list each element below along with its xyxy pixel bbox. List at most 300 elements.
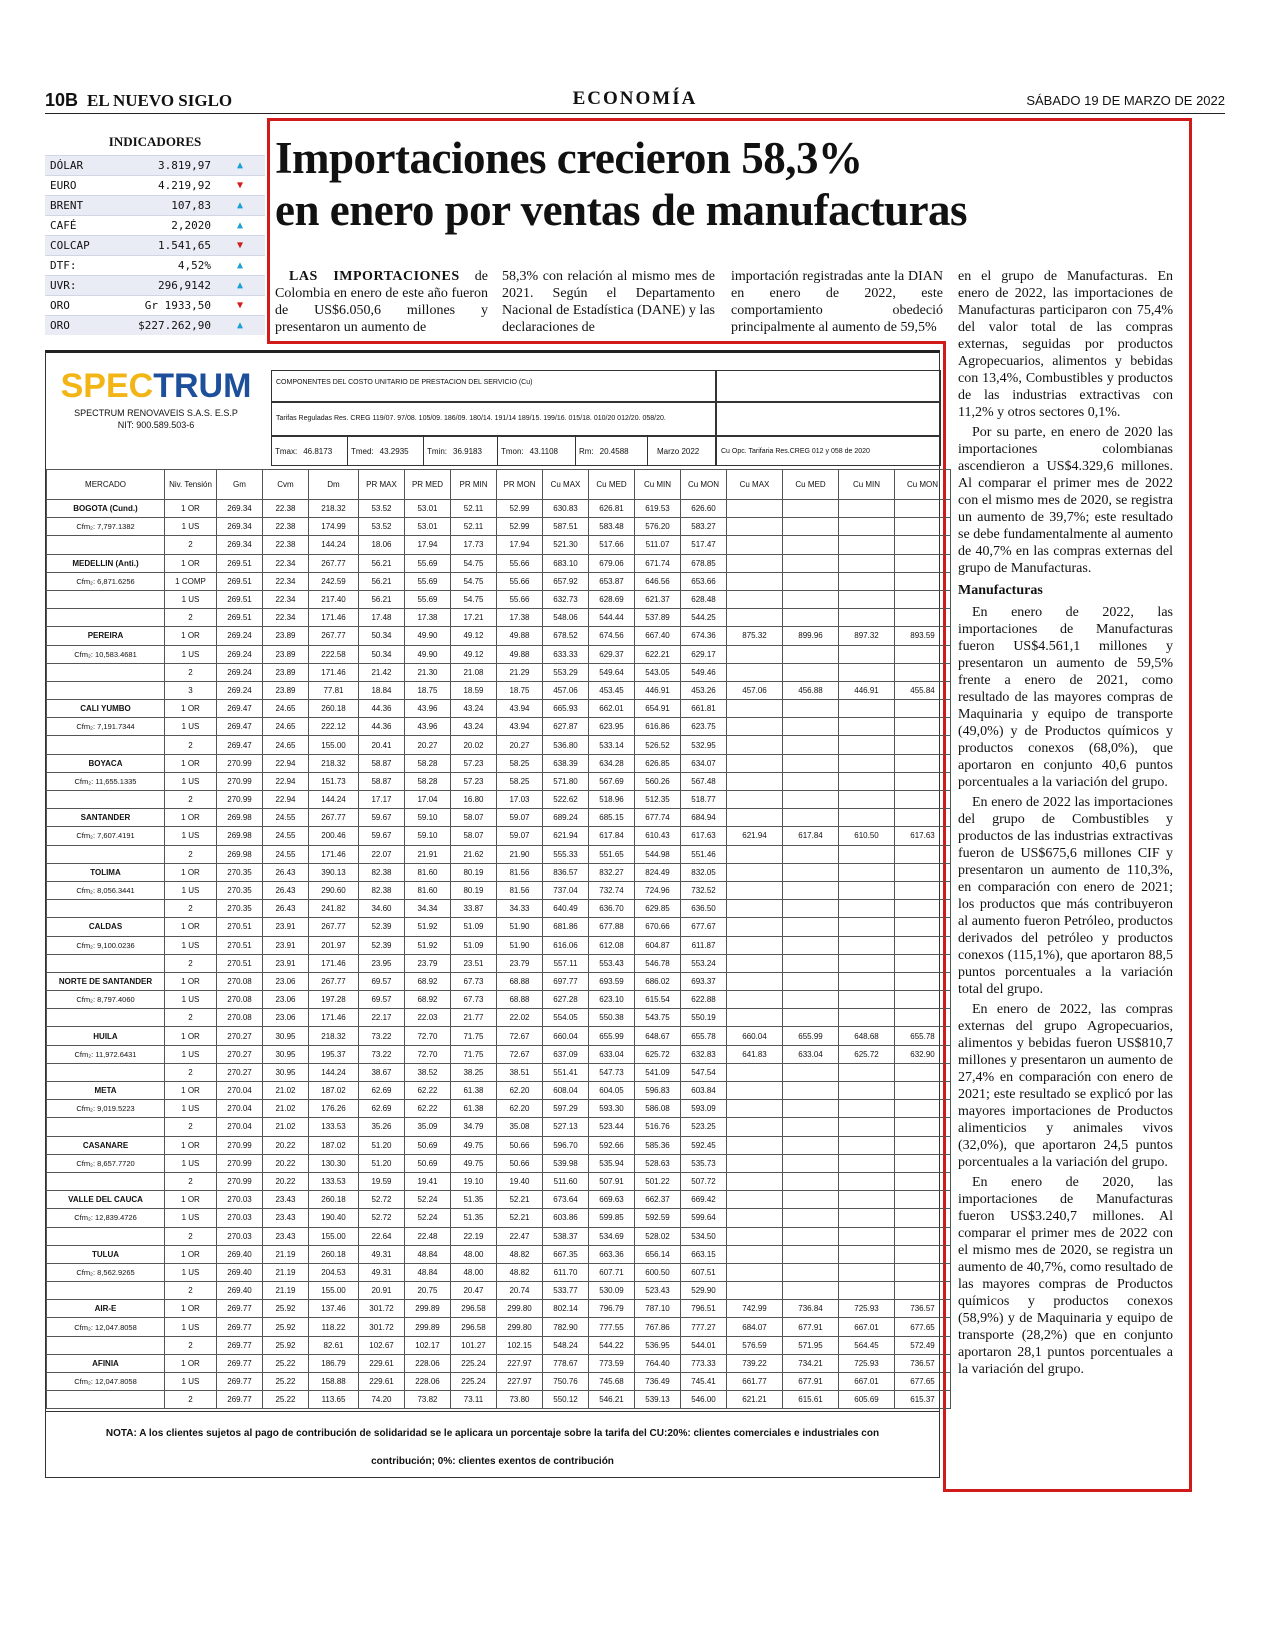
value-cell bbox=[727, 554, 783, 572]
value-cell: 21.90 bbox=[497, 845, 543, 863]
value-cell bbox=[783, 791, 839, 809]
value-cell: 35.08 bbox=[497, 1118, 543, 1136]
table-header-row bbox=[47, 470, 951, 500]
article-column-1 bbox=[275, 268, 488, 339]
value-cell: 528.63 bbox=[635, 1154, 681, 1172]
value-cell: 632.83 bbox=[681, 1045, 727, 1063]
market-cell: HUILA bbox=[47, 1027, 165, 1045]
value-cell: 58.87 bbox=[359, 754, 405, 772]
regulation-label: Tarifas Reguladas Res. CREG 119/07. 97/08. 105/09. 186/09. 180/14. 191/14 189/15. 199/16. 015/18. 010/20 012/20. 058/20. bbox=[271, 402, 716, 436]
value-cell: 1 OR bbox=[165, 1027, 217, 1045]
value-cell: 270.99 bbox=[217, 754, 263, 772]
value-cell: 151.73 bbox=[309, 772, 359, 790]
value-cell: 679.06 bbox=[589, 554, 635, 572]
table-row bbox=[47, 572, 951, 590]
value-cell: 171.46 bbox=[309, 1009, 359, 1027]
value-cell bbox=[895, 1245, 951, 1263]
value-cell: 593.30 bbox=[589, 1100, 635, 1118]
value-cell: 270.99 bbox=[217, 791, 263, 809]
value-cell: 50.66 bbox=[497, 1154, 543, 1172]
value-cell bbox=[895, 1136, 951, 1154]
value-cell: 57.23 bbox=[451, 772, 497, 790]
headline-line-2: en enero por ventas de manufacturas bbox=[275, 185, 968, 235]
value-cell bbox=[727, 590, 783, 608]
market-cell: Cfm₂: 11,655.1335 bbox=[47, 772, 165, 790]
value-cell: 171.46 bbox=[309, 609, 359, 627]
value-cell: 55.69 bbox=[405, 590, 451, 608]
table-row bbox=[47, 1118, 951, 1136]
value-cell bbox=[783, 936, 839, 954]
value-cell: 81.56 bbox=[497, 863, 543, 881]
value-cell: 599.85 bbox=[589, 1209, 635, 1227]
value-cell bbox=[727, 936, 783, 954]
value-cell: 446.91 bbox=[635, 681, 681, 699]
value-cell: 62.20 bbox=[497, 1100, 543, 1118]
value-cell: 19.41 bbox=[405, 1172, 451, 1190]
value-cell: 49.31 bbox=[359, 1263, 405, 1281]
value-cell: 1 US bbox=[165, 718, 217, 736]
paragraph-5: En enero de 2022, las compras externas del grupo Agropecuarios, alimentos y bebidas fueron US$810,7 millones y presentaron un aumento de 27,4% en comparación con enero de 2021; este resultado se explicó por las mayores importaciones de Productos alimenticios y animales vivos (32,0%), que aportaron 24,5 puntos porcentuales a la variación del grupo. bbox=[958, 1002, 1173, 1170]
value-cell bbox=[839, 1263, 895, 1281]
value-cell: 52.39 bbox=[359, 936, 405, 954]
value-cell: 20.22 bbox=[263, 1154, 309, 1172]
value-cell: 621.37 bbox=[635, 590, 681, 608]
value-cell: 657.92 bbox=[543, 572, 589, 590]
value-cell: 633.04 bbox=[783, 1045, 839, 1063]
value-cell bbox=[839, 590, 895, 608]
indicator-value: 3.819,97 bbox=[158, 159, 211, 172]
value-cell: 22.34 bbox=[263, 590, 309, 608]
value-cell: 671.74 bbox=[635, 554, 681, 572]
value-cell: 683.10 bbox=[543, 554, 589, 572]
value-cell: 611.87 bbox=[681, 936, 727, 954]
value-cell: 1 US bbox=[165, 645, 217, 663]
value-cell: 200.46 bbox=[309, 827, 359, 845]
value-cell: 548.06 bbox=[543, 609, 589, 627]
value-cell bbox=[783, 536, 839, 554]
value-cell: 50.34 bbox=[359, 645, 405, 663]
value-cell: 662.01 bbox=[589, 700, 635, 718]
value-cell: 52.24 bbox=[405, 1191, 451, 1209]
page-number: 10B bbox=[45, 90, 79, 110]
value-cell: 24.65 bbox=[263, 700, 309, 718]
value-cell: 102.15 bbox=[497, 1336, 543, 1354]
market-cell: Cfm₂: 8,056.3441 bbox=[47, 881, 165, 899]
value-cell: 299.89 bbox=[405, 1318, 451, 1336]
value-cell: 269.24 bbox=[217, 663, 263, 681]
newspaper-name: EL NUEVO SIGLO bbox=[87, 91, 233, 110]
value-cell: 750.76 bbox=[543, 1373, 589, 1391]
market-cell: Cfm₂: 10,583.4681 bbox=[47, 645, 165, 663]
value-cell: 23.43 bbox=[263, 1191, 309, 1209]
arrow-up-icon: ▲ bbox=[236, 220, 244, 231]
value-cell bbox=[895, 736, 951, 754]
value-cell: 629.37 bbox=[589, 645, 635, 663]
column-header: Cu MED bbox=[783, 470, 839, 500]
value-cell: 269.98 bbox=[217, 827, 263, 845]
value-cell: 583.27 bbox=[681, 518, 727, 536]
column-header: PR MAX bbox=[359, 470, 405, 500]
market-cell: Cfm₂: 9,019.5223 bbox=[47, 1100, 165, 1118]
value-cell: 43.24 bbox=[451, 718, 497, 736]
value-cell bbox=[783, 1172, 839, 1190]
value-cell bbox=[727, 954, 783, 972]
value-cell: 155.00 bbox=[309, 736, 359, 754]
value-cell: 655.99 bbox=[589, 1027, 635, 1045]
value-cell: 51.90 bbox=[497, 936, 543, 954]
indicator-row bbox=[45, 295, 265, 315]
value-cell: 2 bbox=[165, 1227, 217, 1245]
value-cell: 1 US bbox=[165, 1318, 217, 1336]
value-cell: 1 US bbox=[165, 518, 217, 536]
value-cell: 541.09 bbox=[635, 1063, 681, 1081]
value-cell: 2 bbox=[165, 1172, 217, 1190]
value-cell: 52.99 bbox=[497, 518, 543, 536]
value-cell: 18.75 bbox=[497, 681, 543, 699]
value-cell bbox=[839, 700, 895, 718]
value-cell bbox=[727, 572, 783, 590]
value-cell: 23.89 bbox=[263, 627, 309, 645]
value-cell: 22.03 bbox=[405, 1009, 451, 1027]
tariff-parameter bbox=[348, 437, 424, 466]
market-cell bbox=[47, 1336, 165, 1354]
value-cell: 24.55 bbox=[263, 827, 309, 845]
value-cell: 2 bbox=[165, 1282, 217, 1300]
issue-date: SÁBADO 19 DE MARZO DE 2022 bbox=[1026, 93, 1225, 108]
value-cell bbox=[839, 572, 895, 590]
value-cell: 457.06 bbox=[543, 681, 589, 699]
value-cell bbox=[895, 554, 951, 572]
market-cell bbox=[47, 1172, 165, 1190]
value-cell: 610.50 bbox=[839, 827, 895, 845]
value-cell: 24.65 bbox=[263, 736, 309, 754]
value-cell: 681.86 bbox=[543, 918, 589, 936]
value-cell: 50.69 bbox=[405, 1154, 451, 1172]
value-cell bbox=[783, 1263, 839, 1281]
value-cell: 52.11 bbox=[451, 500, 497, 518]
value-cell: 832.27 bbox=[589, 863, 635, 881]
value-cell: 267.77 bbox=[309, 918, 359, 936]
value-cell: 547.54 bbox=[681, 1063, 727, 1081]
market-cell bbox=[47, 1227, 165, 1245]
value-cell: 1 OR bbox=[165, 500, 217, 518]
value-cell: 20.75 bbox=[405, 1282, 451, 1300]
indicator-label: BRENT bbox=[50, 199, 84, 212]
value-cell: 130.30 bbox=[309, 1154, 359, 1172]
value-cell bbox=[895, 1063, 951, 1081]
value-cell: 25.22 bbox=[263, 1354, 309, 1372]
value-cell: 62.22 bbox=[405, 1100, 451, 1118]
value-cell: 20.47 bbox=[451, 1282, 497, 1300]
value-cell: 227.97 bbox=[497, 1373, 543, 1391]
value-cell: 269.24 bbox=[217, 645, 263, 663]
value-cell: 18.06 bbox=[359, 536, 405, 554]
table-row bbox=[47, 518, 951, 536]
value-cell: 82.61 bbox=[309, 1336, 359, 1354]
value-cell: 546.00 bbox=[681, 1391, 727, 1409]
value-cell: 269.34 bbox=[217, 518, 263, 536]
table-row bbox=[47, 1227, 951, 1245]
value-cell: 58.25 bbox=[497, 772, 543, 790]
value-cell: 617.84 bbox=[783, 827, 839, 845]
value-cell bbox=[783, 1118, 839, 1136]
value-cell: 551.41 bbox=[543, 1063, 589, 1081]
value-cell: 604.05 bbox=[589, 1082, 635, 1100]
value-cell: 269.47 bbox=[217, 736, 263, 754]
tariff-parameter bbox=[424, 437, 498, 466]
value-cell bbox=[895, 718, 951, 736]
value-cell bbox=[783, 772, 839, 790]
market-cell bbox=[47, 681, 165, 699]
value-cell: 621.94 bbox=[543, 827, 589, 845]
value-cell: 23.43 bbox=[263, 1209, 309, 1227]
parameter-key: Tmin: bbox=[427, 447, 447, 456]
value-cell: 242.59 bbox=[309, 572, 359, 590]
column-header: PR MON bbox=[497, 470, 543, 500]
value-cell: 23.43 bbox=[263, 1227, 309, 1245]
value-cell: 615.61 bbox=[783, 1391, 839, 1409]
value-cell bbox=[839, 645, 895, 663]
value-cell bbox=[783, 1082, 839, 1100]
value-cell: 836.57 bbox=[543, 863, 589, 881]
value-cell: 544.44 bbox=[589, 609, 635, 627]
value-cell: 622.88 bbox=[681, 991, 727, 1009]
column-2-text: 58,3% con relación al mismo mes de 2021. Según el Departamento Nacional de Estadística (DANE) y las declaraciones de bbox=[502, 269, 715, 335]
value-cell bbox=[727, 736, 783, 754]
value-cell: 677.65 bbox=[895, 1373, 951, 1391]
value-cell: 43.24 bbox=[451, 700, 497, 718]
note-line-1: NOTA: A los clientes sujetos al pago de contribución de solidaridad se le aplicara un porcentaje sobre la tarifa del CU:20%: clientes comerciales e industriales con bbox=[105, 1428, 880, 1439]
value-cell: 269.98 bbox=[217, 845, 263, 863]
value-cell bbox=[895, 954, 951, 972]
table-row bbox=[47, 1300, 951, 1318]
tariff-parameter bbox=[272, 437, 348, 466]
value-cell bbox=[895, 900, 951, 918]
value-cell: 612.08 bbox=[589, 936, 635, 954]
value-cell: 19.59 bbox=[359, 1172, 405, 1190]
value-cell: 501.22 bbox=[635, 1172, 681, 1190]
value-cell: 18.59 bbox=[451, 681, 497, 699]
table-row bbox=[47, 590, 951, 608]
value-cell: 25.22 bbox=[263, 1373, 309, 1391]
value-cell: 670.66 bbox=[635, 918, 681, 936]
logo-part-a: SPEC bbox=[60, 367, 154, 405]
value-cell: 49.88 bbox=[497, 627, 543, 645]
value-cell: 1 US bbox=[165, 1045, 217, 1063]
value-cell: 622.21 bbox=[635, 645, 681, 663]
value-cell: 516.76 bbox=[635, 1118, 681, 1136]
value-cell: 773.59 bbox=[589, 1354, 635, 1372]
market-cell bbox=[47, 736, 165, 754]
value-cell: 269.34 bbox=[217, 500, 263, 518]
paragraph-3: En enero de 2022, las importaciones de Manufacturas fueron US$4.561,1 millones y presentaron un aumento de 59,5% frente a enero de 2021, como resultado de las mayores compras de Maquinaria y equipo de transporte (49,0%) y de Productos químicos y productos conexos (68,0%), que aportaron en conjunto 40,6 puntos porcentuales a la variación del grupo. bbox=[958, 605, 1173, 790]
value-cell: 241.82 bbox=[309, 900, 359, 918]
value-cell bbox=[783, 663, 839, 681]
value-cell bbox=[895, 500, 951, 518]
value-cell: 684.94 bbox=[681, 809, 727, 827]
arrow-up-icon: ▲ bbox=[236, 160, 244, 171]
value-cell: 551.46 bbox=[681, 845, 727, 863]
indicator-value: 1.541,65 bbox=[158, 239, 211, 252]
value-cell: 544.01 bbox=[681, 1336, 727, 1354]
value-cell: 270.03 bbox=[217, 1227, 263, 1245]
value-cell: 567.69 bbox=[589, 772, 635, 790]
value-cell bbox=[839, 863, 895, 881]
value-cell bbox=[727, 645, 783, 663]
table-row bbox=[47, 1136, 951, 1154]
value-cell: 81.60 bbox=[405, 863, 451, 881]
indicator-label: ORO bbox=[50, 299, 70, 312]
market-cell: Cfm₂: 7,607.4191 bbox=[47, 827, 165, 845]
table-row bbox=[47, 500, 951, 518]
value-cell: 23.89 bbox=[263, 663, 309, 681]
value-cell: 557.11 bbox=[543, 954, 589, 972]
value-cell bbox=[895, 881, 951, 899]
column-header: PR MED bbox=[405, 470, 451, 500]
column-header: Cu MIN bbox=[635, 470, 681, 500]
value-cell: 551.65 bbox=[589, 845, 635, 863]
value-cell: 59.07 bbox=[497, 827, 543, 845]
value-cell: 603.86 bbox=[543, 1209, 589, 1227]
value-cell: 270.99 bbox=[217, 772, 263, 790]
value-cell: 617.84 bbox=[589, 827, 635, 845]
value-cell: 72.67 bbox=[497, 1027, 543, 1045]
table-row bbox=[47, 1263, 951, 1281]
value-cell bbox=[727, 1172, 783, 1190]
value-cell: 21.19 bbox=[263, 1282, 309, 1300]
value-cell bbox=[895, 1154, 951, 1172]
value-cell: 571.95 bbox=[783, 1336, 839, 1354]
value-cell: 68.88 bbox=[497, 972, 543, 990]
value-cell: 80.19 bbox=[451, 881, 497, 899]
table-row bbox=[47, 1191, 951, 1209]
value-cell: 270.51 bbox=[217, 918, 263, 936]
value-cell bbox=[727, 1227, 783, 1245]
value-cell: 2 bbox=[165, 609, 217, 627]
value-cell: 23.06 bbox=[263, 1009, 309, 1027]
value-cell bbox=[783, 1063, 839, 1081]
table-row bbox=[47, 809, 951, 827]
value-cell: 456.88 bbox=[783, 681, 839, 699]
value-cell: 34.34 bbox=[405, 900, 451, 918]
value-cell: 655.78 bbox=[681, 1027, 727, 1045]
value-cell: 572.49 bbox=[895, 1336, 951, 1354]
market-cell: PEREIRA bbox=[47, 627, 165, 645]
value-cell: 616.06 bbox=[543, 936, 589, 954]
value-cell: 50.34 bbox=[359, 627, 405, 645]
value-cell: 648.68 bbox=[839, 1027, 895, 1045]
value-cell: 660.04 bbox=[543, 1027, 589, 1045]
value-cell: 59.07 bbox=[497, 809, 543, 827]
value-cell: 80.19 bbox=[451, 863, 497, 881]
value-cell: 544.22 bbox=[589, 1336, 635, 1354]
value-cell: 537.89 bbox=[635, 609, 681, 627]
value-cell: 26.43 bbox=[263, 863, 309, 881]
value-cell: 19.40 bbox=[497, 1172, 543, 1190]
indicator-value: 4,52% bbox=[177, 259, 211, 272]
value-cell bbox=[727, 1209, 783, 1227]
value-cell: 662.37 bbox=[635, 1191, 681, 1209]
value-cell: 667.35 bbox=[543, 1245, 589, 1263]
value-cell: 290.60 bbox=[309, 881, 359, 899]
paragraph-4: En enero de 2022 las importaciones del grupo de Combustibles y productos de las industrias extractivas fueron de US$675,6 millones CIF y presentaron un aumento de 110,3%, en comparación con enero de 2021; los productos que más contribuyeron al aumento fueron Petróleo, productos derivados del petróleo y productos conexos (115,1%), que aportaron 88,5 puntos porcentuales a la variación total del grupo. bbox=[958, 795, 1173, 997]
value-cell: 585.36 bbox=[635, 1136, 681, 1154]
value-cell: 270.51 bbox=[217, 936, 263, 954]
value-cell: 630.83 bbox=[543, 500, 589, 518]
value-cell: 596.83 bbox=[635, 1082, 681, 1100]
value-cell: 567.48 bbox=[681, 772, 727, 790]
value-cell: 724.96 bbox=[635, 881, 681, 899]
value-cell: 767.86 bbox=[635, 1318, 681, 1336]
value-cell: 1 US bbox=[165, 1100, 217, 1118]
value-cell: 778.67 bbox=[543, 1354, 589, 1372]
value-cell: 71.75 bbox=[451, 1045, 497, 1063]
value-cell bbox=[727, 609, 783, 627]
value-cell bbox=[895, 754, 951, 772]
value-cell: 33.87 bbox=[451, 900, 497, 918]
value-cell: 195.37 bbox=[309, 1045, 359, 1063]
value-cell: 53.01 bbox=[405, 500, 451, 518]
subhead-manufacturas: Manufacturas bbox=[958, 583, 1043, 598]
masthead bbox=[45, 88, 1225, 114]
value-cell: 44.36 bbox=[359, 700, 405, 718]
value-cell: 73.82 bbox=[405, 1391, 451, 1409]
value-cell: 550.19 bbox=[681, 1009, 727, 1027]
value-cell bbox=[839, 845, 895, 863]
value-cell bbox=[839, 1118, 895, 1136]
value-cell: 617.63 bbox=[895, 827, 951, 845]
market-cell bbox=[47, 1391, 165, 1409]
value-cell: 693.37 bbox=[681, 972, 727, 990]
value-cell: 596.70 bbox=[543, 1136, 589, 1154]
value-cell: 23.06 bbox=[263, 991, 309, 1009]
value-cell: 67.73 bbox=[451, 991, 497, 1009]
lead-caps: LAS IMPORTACIONES bbox=[289, 269, 460, 284]
value-cell: 646.56 bbox=[635, 572, 681, 590]
indicator-label: DÓLAR bbox=[50, 159, 84, 172]
value-cell: 511.60 bbox=[543, 1172, 589, 1190]
market-cell: Cfm₂: 8,657.7720 bbox=[47, 1154, 165, 1172]
value-cell: 2 bbox=[165, 1336, 217, 1354]
indicators-list bbox=[45, 155, 265, 335]
value-cell: 51.09 bbox=[451, 918, 497, 936]
value-cell: 56.21 bbox=[359, 572, 405, 590]
value-cell bbox=[895, 991, 951, 1009]
value-cell: 660.04 bbox=[727, 1027, 783, 1045]
value-cell bbox=[895, 1209, 951, 1227]
value-cell: 82.38 bbox=[359, 863, 405, 881]
value-cell: 218.32 bbox=[309, 500, 359, 518]
value-cell: 56.21 bbox=[359, 590, 405, 608]
value-cell: 17.94 bbox=[405, 536, 451, 554]
value-cell bbox=[783, 1209, 839, 1227]
indicator-value: 4.219,92 bbox=[158, 179, 211, 192]
value-cell: 269.47 bbox=[217, 700, 263, 718]
value-cell: 23.79 bbox=[497, 954, 543, 972]
table-row bbox=[47, 791, 951, 809]
value-cell: 553.43 bbox=[589, 954, 635, 972]
value-cell: 899.96 bbox=[783, 627, 839, 645]
market-cell: META bbox=[47, 1082, 165, 1100]
market-cell bbox=[47, 1009, 165, 1027]
value-cell: 301.72 bbox=[359, 1318, 405, 1336]
value-cell: 549.46 bbox=[681, 663, 727, 681]
value-cell: 16.80 bbox=[451, 791, 497, 809]
value-cell: 626.60 bbox=[681, 500, 727, 518]
value-cell: 38.51 bbox=[497, 1063, 543, 1081]
value-cell: 739.22 bbox=[727, 1354, 783, 1372]
indicator-row bbox=[45, 235, 265, 255]
